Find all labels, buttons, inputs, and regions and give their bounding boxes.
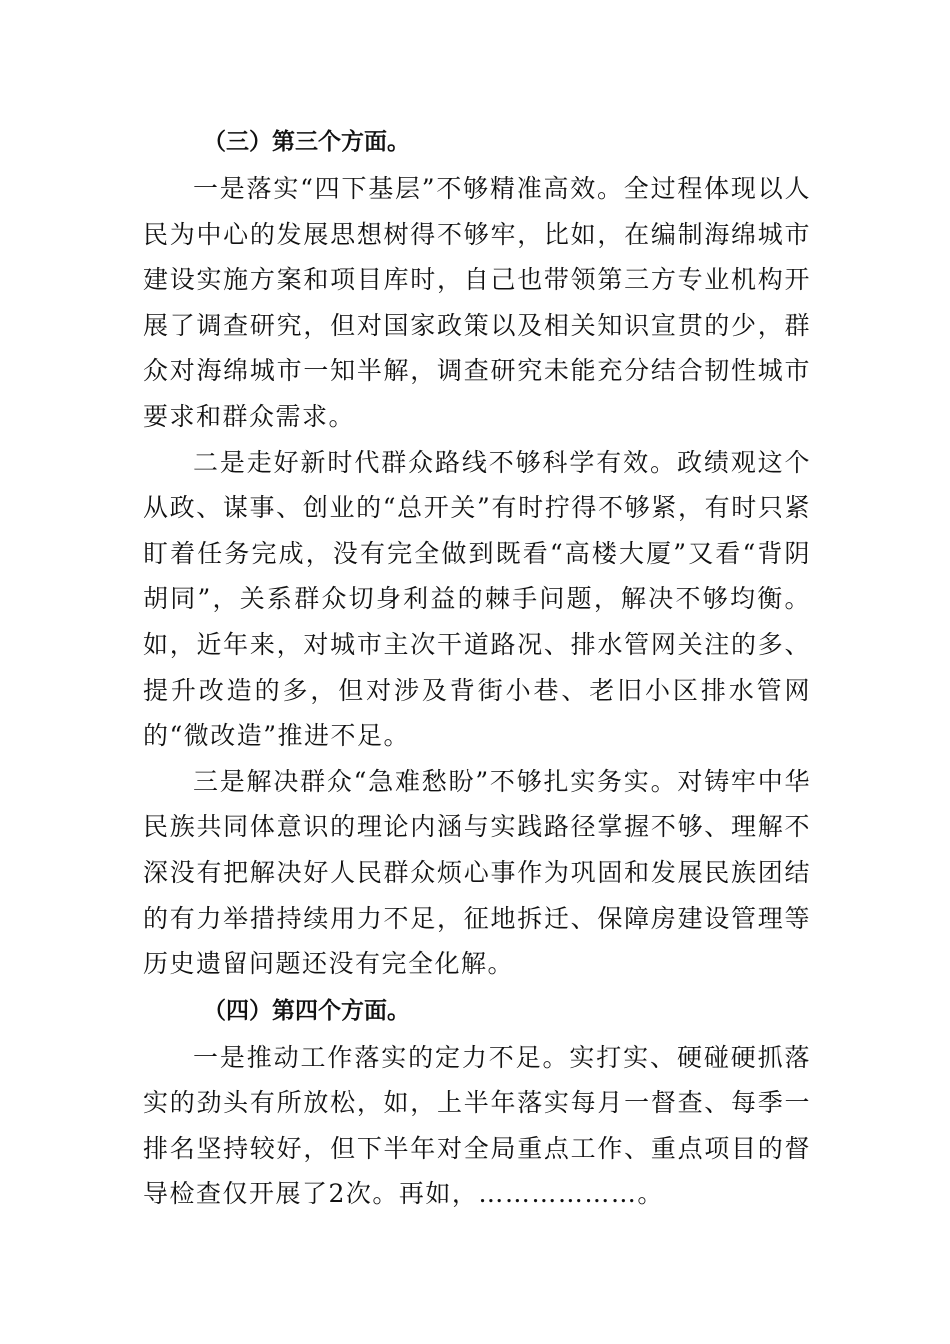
- paragraph-3-1: 一是落实“四下基层”不够精准高效。全过程体现以人民为中心的发展思想树得不够牢，比如，在编制海绵城市建设实施方案和项目库时，自己也带领第三方专业机构开展了调查研究，但对国家政策以及相关知识宣贯的少，群众对海绵城市一知半解，调查研究未能充分结合韧性城市要求和群众需求。: [143, 174, 811, 431]
- paragraph-4-1: 一是推动工作落实的定力不足。实打实、硬碰硬抓落实的劲头有所放松，如，上半年落实每月一督查、每季一排名坚持较好，但下半年对全局重点工作、重点项目的督导检查仅开展了2次。再如，………………。: [143, 1042, 811, 1209]
- section-heading-4: （四）第四个方面。: [203, 996, 410, 1024]
- section-heading-3: （三）第三个方面。: [203, 128, 410, 155]
- paragraph-3-3: 三是解决群众“急难愁盼”不够扎实务实。对铸牢中华民族共同体意识的理论内涵与实践路径掌握不够、理解不深没有把解决好人民群众烦心事作为巩固和发展民族团结的有力举措持续用力不足，征地拆迁、保障房建设管理等历史遗留问题还没有完全化解。: [143, 766, 811, 979]
- paragraph-3-2: 二是走好新时代群众路线不够科学有效。政绩观这个从政、谋事、创业的“总开关”有时拧得不够紧，有时只紧盯着任务完成，没有完全做到既看“高楼大厦”又看“背阴胡同”，关系群众切身利益的棘手问题，解决不够均衡。如，近年来，对城市主次干道路况、排水管网关注的多、提升改造的多，但对涉及背街小巷、老旧小区排水管网的“微改造”推进不足。: [143, 447, 811, 751]
- document-body: [143, 118, 811, 1217]
